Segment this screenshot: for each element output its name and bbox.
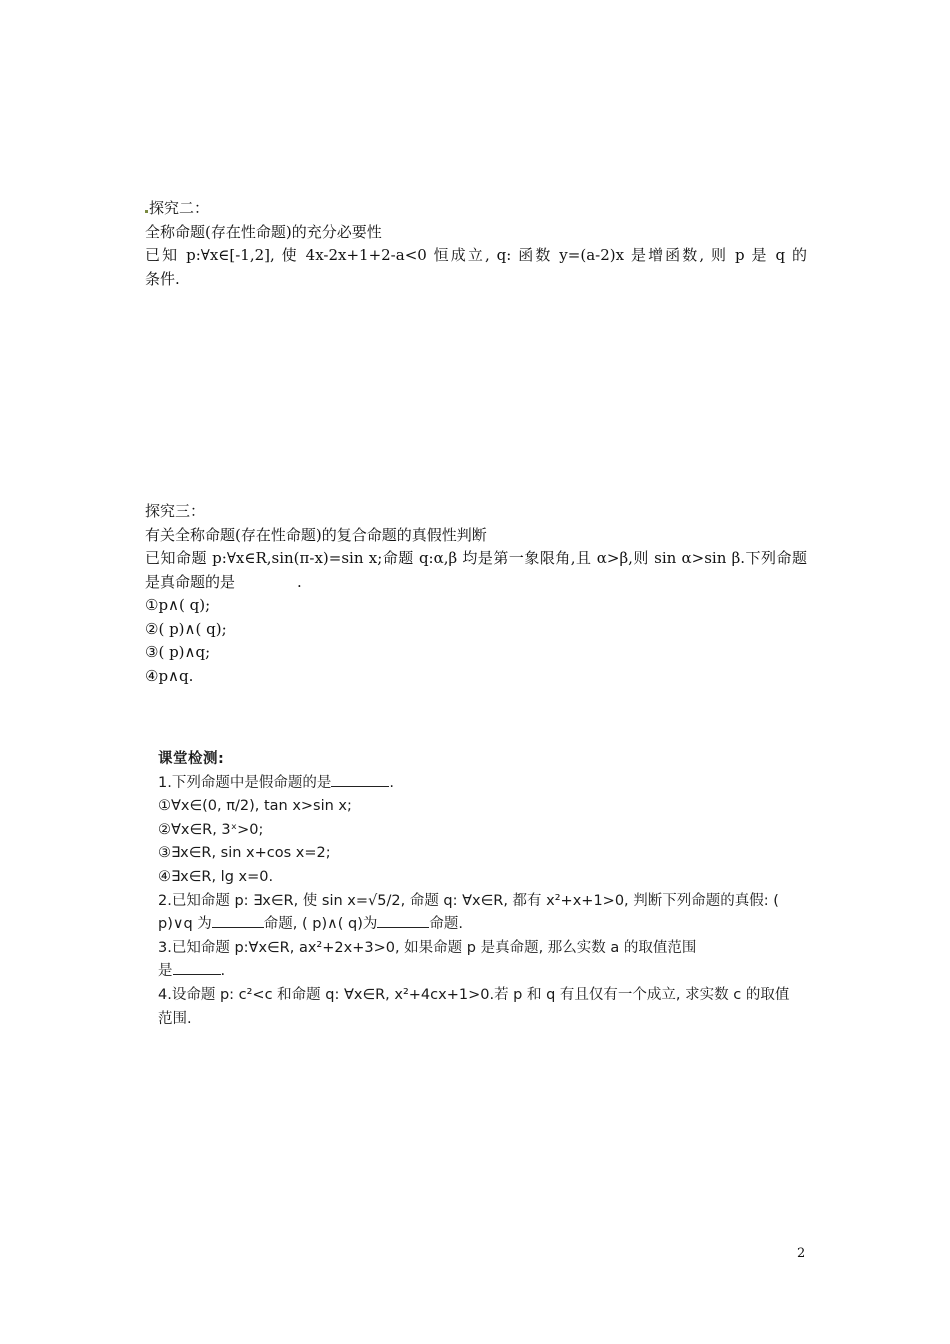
classroom-check xyxy=(158,748,808,1031)
option-2: ②( p)∧( q); xyxy=(145,619,227,638)
q2-part-b: 命题, ( p)∧( q)为 xyxy=(263,916,378,933)
check-q2-line1: 2.已知命题 p: ∃x∈R, 使 sin x=√5/2, 命题 q: ∀x∈R, 都有 x²+x+1>0, 判断下列命题的真假: ( xyxy=(158,892,779,909)
section-two-problem-line2: 条件. xyxy=(145,269,180,288)
option-1: ①p∧( q); xyxy=(145,596,211,614)
section-two-title: 探究二： xyxy=(149,199,210,217)
check-heading: 课堂检测: xyxy=(158,751,225,767)
problem-line2-period: . xyxy=(297,572,302,591)
option-4: ④p∧q. xyxy=(145,666,194,685)
q1-option-4: ④∃x∈R, lg x=0. xyxy=(158,868,274,885)
q2-part-c: 命题. xyxy=(429,916,463,933)
check-q3-line2 xyxy=(158,960,808,984)
section-two-subtitle: 全称命题(存在性命题)的充分必要性 xyxy=(145,222,382,241)
problem-line2-text: 是真命题的是 xyxy=(145,572,236,591)
section-explore-three xyxy=(145,500,807,688)
check-q1 xyxy=(158,772,808,796)
section-three-problem-line1: 已知命题 p:∀x∈R,sin(π-x)=sin x;命题 q:α,β 均是第一象限角,且 α>β,则 sin α>sin β.下列命题 xyxy=(145,549,807,567)
anchor-mark-icon xyxy=(145,210,148,213)
q3-line2-text: 是 xyxy=(158,963,173,980)
answer-blank xyxy=(212,913,264,928)
page-number: 2 xyxy=(797,1246,806,1261)
q1-option-1: ①∀x∈(0, π/2), tan x>sin x; xyxy=(158,798,352,815)
q1-text: 1.下列命题中是假命题的是 xyxy=(158,774,332,791)
check-q2-line2 xyxy=(158,913,808,937)
q3-period: . xyxy=(220,963,226,980)
check-q4-line2: 范围. xyxy=(158,1010,192,1027)
answer-blank xyxy=(331,772,389,787)
q2-part-a: p)∨q 为 xyxy=(158,916,212,933)
section-three-title: 探究三： xyxy=(145,502,206,520)
section-two-problem-line1: 已知 p:∀x∈[-1,2], 使 4x-2x+1+2-a<0 恒成立, q: 函数 y=(a-2)x 是增函数, 则 p 是 q 的 xyxy=(145,246,807,264)
q1-period: . xyxy=(389,774,394,791)
section-two-title-line xyxy=(145,197,807,221)
q1-option-3: ③∃x∈R, sin x+cos x=2; xyxy=(158,845,331,862)
option-3: ③( p)∧q; xyxy=(145,643,211,661)
check-q4-line1: 4.设命题 p: c²<c 和命题 q: ∀x∈R, x²+4cx+1>0.若 p 和 q 有且仅有一个成立, 求实数 c 的取值 xyxy=(158,986,790,1003)
section-three-problem-line2 xyxy=(145,571,807,595)
answer-blank xyxy=(173,960,221,975)
answer-blank xyxy=(377,913,429,928)
q1-option-2: ②∀x∈R, 3ˣ>0; xyxy=(158,821,264,838)
section-explore-two xyxy=(145,197,807,291)
section-three-subtitle: 有关全称命题(存在性命题)的复合命题的真假性判断 xyxy=(145,525,487,544)
check-q3-line1: 3.已知命题 p:∀x∈R, ax²+2x+3>0, 如果命题 p 是真命题, 那么实数 a 的取值范围 xyxy=(158,939,697,956)
